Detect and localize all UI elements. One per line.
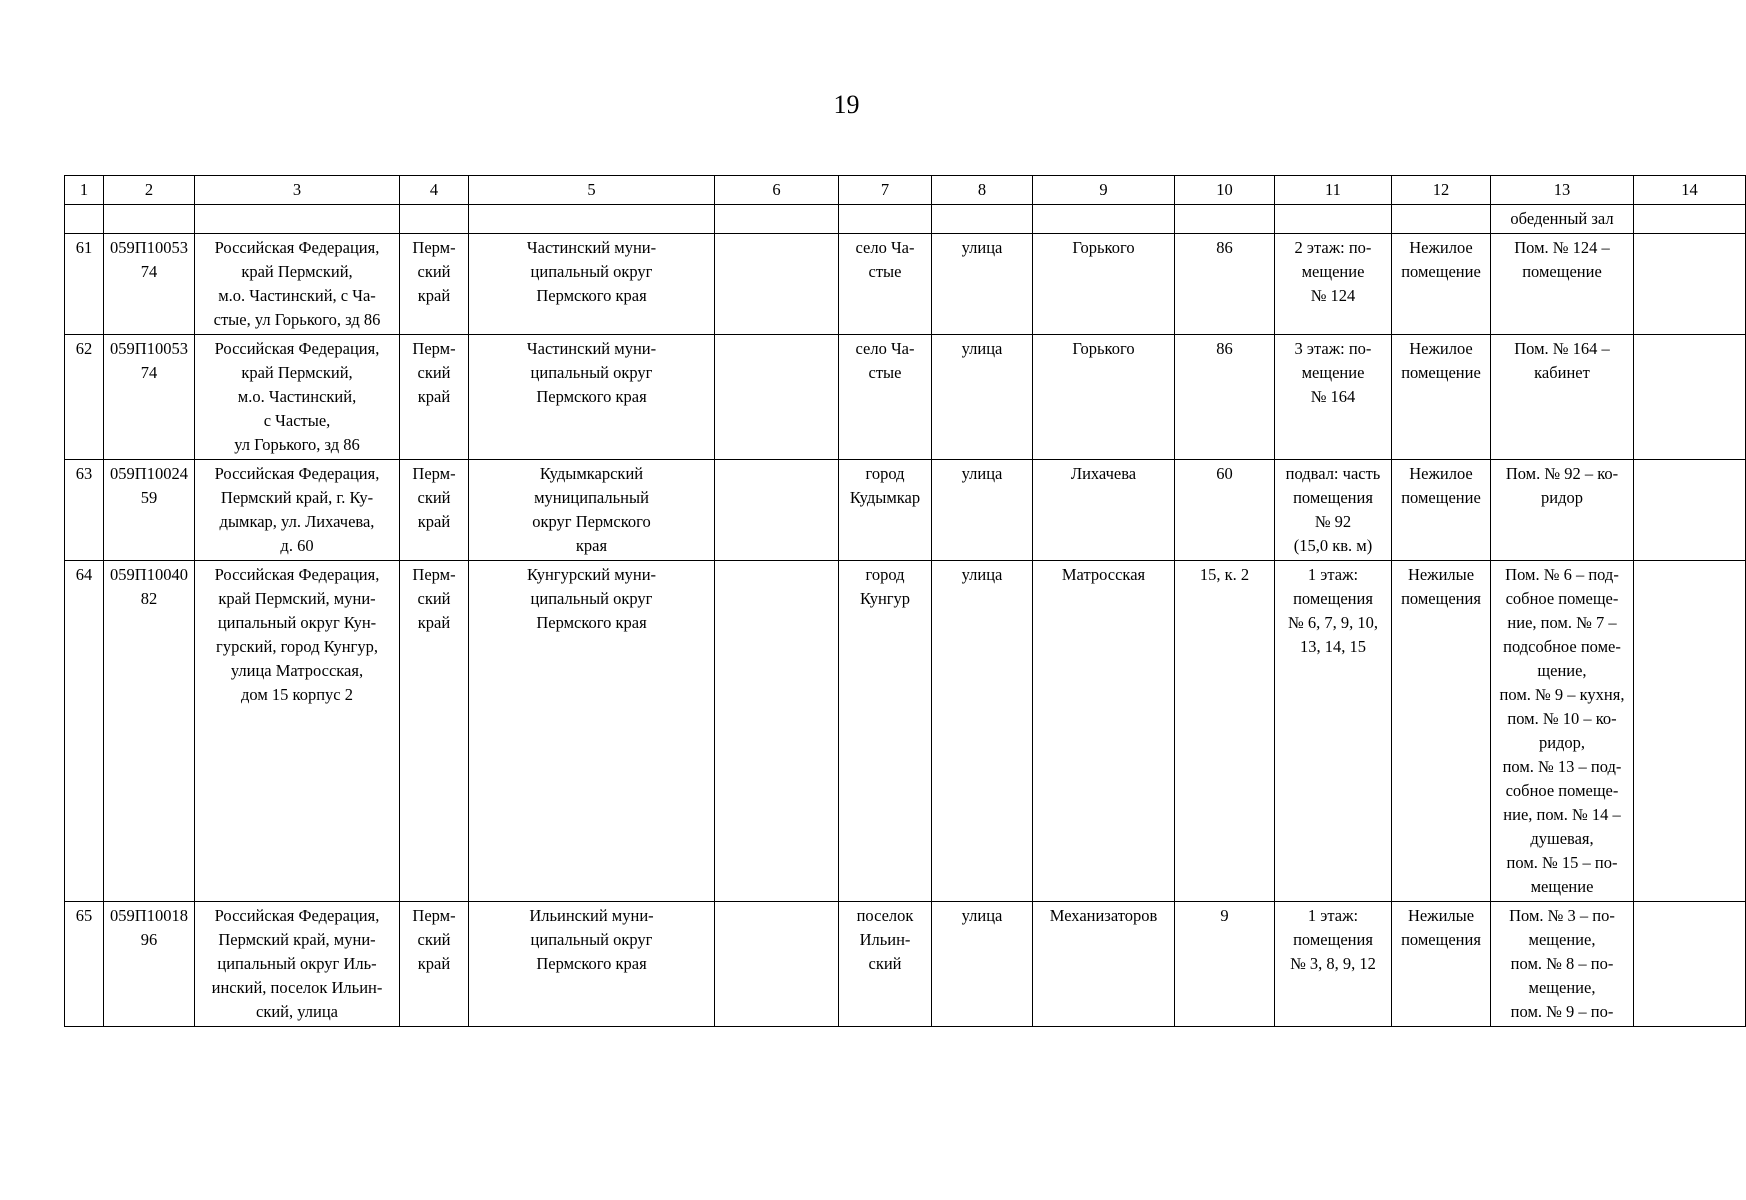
table-cell bbox=[715, 335, 839, 460]
table-cell bbox=[1275, 205, 1392, 234]
row-number-cell: 65 bbox=[65, 902, 104, 1027]
house-number-cell: 9 bbox=[1175, 902, 1275, 1027]
address-cell: Российская Федерация, край Пермский, муни- ципальный округ Кун- гурский, город Кунгур, улица Матросская, дом 15 корпус 2 bbox=[195, 561, 400, 902]
row-number-cell: 61 bbox=[65, 234, 104, 335]
premises-type-cell: Нежилое помещение bbox=[1392, 234, 1491, 335]
street-type-cell: улица bbox=[932, 902, 1033, 1027]
street-name-cell: Горького bbox=[1033, 335, 1175, 460]
region-cell: Перм- ский край bbox=[400, 902, 469, 1027]
premises-cell: 2 этаж: по- мещение № 124 bbox=[1275, 234, 1392, 335]
registry-id-cell: 059П10040 82 bbox=[104, 561, 195, 902]
table-cell bbox=[715, 561, 839, 902]
table-cell bbox=[104, 205, 195, 234]
municipality-cell: Ильинский муни- ципальный округ Пермского края bbox=[469, 902, 715, 1027]
premises-type-cell: Нежилое помещение bbox=[1392, 460, 1491, 561]
row-number-cell: 64 bbox=[65, 561, 104, 902]
premises-cell: 3 этаж: по- мещение № 164 bbox=[1275, 335, 1392, 460]
premises-type-cell: Нежилые помещения bbox=[1392, 561, 1491, 902]
settlement-cell: село Ча- стые bbox=[839, 335, 932, 460]
table-cell bbox=[1634, 902, 1746, 1027]
street-name-cell: Матросская bbox=[1033, 561, 1175, 902]
property-registry-table bbox=[64, 175, 1746, 1027]
region-cell: Перм- ский край bbox=[400, 561, 469, 902]
table-cell bbox=[715, 205, 839, 234]
house-number-cell: 86 bbox=[1175, 234, 1275, 335]
table-cell bbox=[469, 205, 715, 234]
table-row bbox=[65, 902, 1746, 1027]
address-cell: Российская Федерация, край Пермский, м.о. Частинский, с Ча- стые, ул Горького, зд 86 bbox=[195, 234, 400, 335]
table-row bbox=[65, 460, 1746, 561]
row-number-cell: 62 bbox=[65, 335, 104, 460]
address-cell: Российская Федерация, Пермский край, муни- ципальный округ Иль- инский, поселок Ильин- ский, улица bbox=[195, 902, 400, 1027]
table-cell bbox=[932, 205, 1033, 234]
municipality-cell: Кунгурский муни- ципальный округ Пермского края bbox=[469, 561, 715, 902]
table-cell bbox=[1175, 205, 1275, 234]
region-cell: Перм- ский край bbox=[400, 460, 469, 561]
settlement-cell: село Ча- стые bbox=[839, 234, 932, 335]
room-description-cell: Пом. № 164 – кабинет bbox=[1491, 335, 1634, 460]
room-description-cell: Пом. № 124 – помещение bbox=[1491, 234, 1634, 335]
municipality-cell: Частинский муни- ципальный округ Пермского края bbox=[469, 234, 715, 335]
registry-id-cell: 059П10053 74 bbox=[104, 335, 195, 460]
table-cell bbox=[1634, 561, 1746, 902]
table-cell bbox=[195, 205, 400, 234]
premises-cell: подвал: часть помещения № 92 (15,0 кв. м) bbox=[1275, 460, 1392, 561]
region-cell: Перм- ский край bbox=[400, 234, 469, 335]
premises-type-cell: Нежилые помещения bbox=[1392, 902, 1491, 1027]
header-cell: 10 bbox=[1175, 176, 1275, 205]
settlement-cell: город Кудымкар bbox=[839, 460, 932, 561]
street-type-cell: улица bbox=[932, 335, 1033, 460]
house-number-cell: 86 bbox=[1175, 335, 1275, 460]
settlement-cell: город Кунгур bbox=[839, 561, 932, 902]
address-cell: Российская Федерация, Пермский край, г. Ку- дымкар, ул. Лихачева, д. 60 bbox=[195, 460, 400, 561]
room-description-cell: Пом. № 6 – под- собное помеще- ние, пом. № 7 – подсобное поме- щение, пом. № 9 – кухня, пом. № 10 – ко- ридор, пом. № 13 – под- собное помеще- ние, пом. № 14 – душевая, пом. № 15 – по- мещение bbox=[1491, 561, 1634, 902]
continuation-row bbox=[65, 205, 1746, 234]
table-cell bbox=[715, 460, 839, 561]
header-cell: 8 bbox=[932, 176, 1033, 205]
house-number-cell: 60 bbox=[1175, 460, 1275, 561]
header-cell: 6 bbox=[715, 176, 839, 205]
table-row bbox=[65, 234, 1746, 335]
municipality-cell: Частинский муни- ципальный округ Пермского края bbox=[469, 335, 715, 460]
header-cell: 3 bbox=[195, 176, 400, 205]
table-cell bbox=[1392, 205, 1491, 234]
room-description-cell: Пом. № 3 – по- мещение, пом. № 8 – по- мещение, пом. № 9 – по- bbox=[1491, 902, 1634, 1027]
premises-cell: 1 этаж: помещения № 6, 7, 9, 10, 13, 14, 15 bbox=[1275, 561, 1392, 902]
municipality-cell: Кудымкарский муниципальный округ Пермского края bbox=[469, 460, 715, 561]
table-cell bbox=[1634, 460, 1746, 561]
table-cell bbox=[1634, 335, 1746, 460]
table-cell bbox=[1634, 234, 1746, 335]
header-cell: 13 bbox=[1491, 176, 1634, 205]
street-type-cell: улица bbox=[932, 561, 1033, 902]
header-cell: 11 bbox=[1275, 176, 1392, 205]
page-number: 19 bbox=[833, 90, 860, 119]
header-cell: 7 bbox=[839, 176, 932, 205]
table-cell bbox=[65, 205, 104, 234]
header-cell: 4 bbox=[400, 176, 469, 205]
table-cell bbox=[1634, 205, 1746, 234]
registry-id-cell: 059П10024 59 bbox=[104, 460, 195, 561]
table-cell: обеденный зал bbox=[1491, 205, 1634, 234]
header-cell: 1 bbox=[65, 176, 104, 205]
table-row bbox=[65, 561, 1746, 902]
street-type-cell: улица bbox=[932, 460, 1033, 561]
room-description-cell: Пом. № 92 – ко- ридор bbox=[1491, 460, 1634, 561]
settlement-cell: поселок Ильин- ский bbox=[839, 902, 932, 1027]
premises-type-cell: Нежилое помещение bbox=[1392, 335, 1491, 460]
column-number-row bbox=[65, 176, 1746, 205]
header-cell: 14 bbox=[1634, 176, 1746, 205]
registry-id-cell: 059П10053 74 bbox=[104, 234, 195, 335]
header-cell: 5 bbox=[469, 176, 715, 205]
street-type-cell: улица bbox=[932, 234, 1033, 335]
row-number-cell: 63 bbox=[65, 460, 104, 561]
address-cell: Российская Федерация, край Пермский, м.о. Частинский, с Частые, ул Горького, зд 86 bbox=[195, 335, 400, 460]
table-cell bbox=[839, 205, 932, 234]
table-cell bbox=[715, 902, 839, 1027]
table-cell bbox=[1033, 205, 1175, 234]
house-number-cell: 15, к. 2 bbox=[1175, 561, 1275, 902]
street-name-cell: Механизаторов bbox=[1033, 902, 1175, 1027]
header-cell: 2 bbox=[104, 176, 195, 205]
table-row bbox=[65, 335, 1746, 460]
registry-id-cell: 059П10018 96 bbox=[104, 902, 195, 1027]
premises-cell: 1 этаж: помещения № 3, 8, 9, 12 bbox=[1275, 902, 1392, 1027]
table-cell bbox=[400, 205, 469, 234]
street-name-cell: Горького bbox=[1033, 234, 1175, 335]
header-cell: 12 bbox=[1392, 176, 1491, 205]
region-cell: Перм- ский край bbox=[400, 335, 469, 460]
table-cell bbox=[715, 234, 839, 335]
street-name-cell: Лихачева bbox=[1033, 460, 1175, 561]
header-cell: 9 bbox=[1033, 176, 1175, 205]
